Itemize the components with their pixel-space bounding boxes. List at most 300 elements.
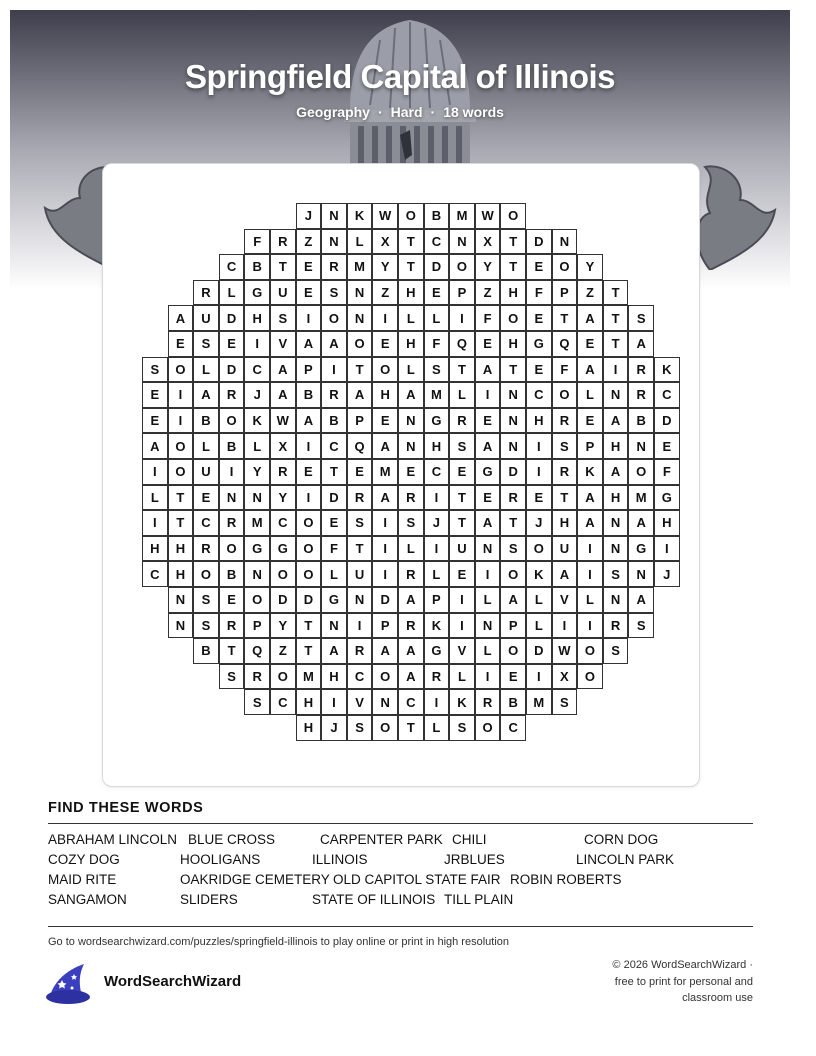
grid-cell[interactable]: B — [424, 203, 450, 229]
grid-cell[interactable]: O — [296, 536, 322, 562]
grid-cell[interactable]: E — [296, 459, 322, 485]
grid-cell[interactable]: Z — [296, 229, 322, 255]
grid-cell[interactable]: C — [193, 510, 219, 536]
grid-cell[interactable]: I — [321, 689, 347, 715]
grid-cell[interactable]: M — [424, 382, 450, 408]
grid-cell[interactable]: E — [398, 459, 424, 485]
grid-cell[interactable]: F — [424, 331, 450, 357]
grid-cell[interactable]: H — [296, 715, 322, 741]
grid-cell[interactable]: R — [424, 664, 450, 690]
grid-cell[interactable]: A — [628, 510, 654, 536]
grid-cell[interactable]: I — [449, 305, 475, 331]
grid-cell[interactable]: N — [475, 536, 501, 562]
grid-cell[interactable]: A — [475, 510, 501, 536]
grid-cell[interactable]: Z — [270, 638, 296, 664]
grid-cell[interactable]: A — [296, 331, 322, 357]
grid-cell[interactable]: A — [398, 638, 424, 664]
grid-cell[interactable]: C — [654, 382, 680, 408]
grid-cell[interactable]: T — [552, 485, 578, 511]
grid-cell[interactable]: A — [577, 305, 603, 331]
grid-cell[interactable]: V — [552, 587, 578, 613]
grid-cell[interactable]: B — [193, 408, 219, 434]
grid-cell[interactable]: N — [449, 229, 475, 255]
grid-cell[interactable]: S — [628, 613, 654, 639]
grid-cell[interactable]: R — [219, 613, 245, 639]
grid-cell[interactable]: E — [526, 305, 552, 331]
grid-cell[interactable]: L — [449, 664, 475, 690]
grid-cell[interactable]: S — [628, 305, 654, 331]
grid-cell[interactable]: L — [398, 536, 424, 562]
grid-cell[interactable]: G — [321, 587, 347, 613]
grid-cell[interactable]: R — [193, 280, 219, 306]
grid-cell[interactable]: F — [526, 280, 552, 306]
grid-cell[interactable]: D — [526, 638, 552, 664]
grid-cell[interactable]: A — [398, 664, 424, 690]
grid-cell[interactable]: X — [372, 229, 398, 255]
grid-cell[interactable]: A — [475, 357, 501, 383]
grid-cell[interactable]: W — [270, 408, 296, 434]
grid-cell[interactable]: L — [526, 587, 552, 613]
grid-cell[interactable]: R — [347, 638, 373, 664]
grid-cell[interactable]: L — [424, 305, 450, 331]
grid-cell[interactable]: O — [372, 715, 398, 741]
grid-cell[interactable]: S — [193, 331, 219, 357]
grid-cell[interactable]: K — [424, 613, 450, 639]
grid-cell[interactable]: K — [244, 408, 270, 434]
grid-cell[interactable]: N — [628, 433, 654, 459]
grid-cell[interactable]: I — [168, 382, 194, 408]
grid-cell[interactable]: X — [270, 433, 296, 459]
grid-cell[interactable]: R — [321, 254, 347, 280]
grid-cell[interactable]: L — [577, 587, 603, 613]
grid-cell[interactable]: O — [321, 305, 347, 331]
grid-cell[interactable]: T — [219, 638, 245, 664]
grid-cell[interactable]: O — [270, 561, 296, 587]
grid-cell[interactable]: O — [296, 561, 322, 587]
grid-cell[interactable]: S — [449, 433, 475, 459]
grid-cell[interactable]: H — [168, 561, 194, 587]
grid-cell[interactable]: R — [193, 536, 219, 562]
grid-cell[interactable]: N — [603, 382, 629, 408]
grid-cell[interactable]: L — [526, 613, 552, 639]
grid-cell[interactable]: T — [603, 331, 629, 357]
grid-cell[interactable]: F — [552, 357, 578, 383]
grid-cell[interactable]: A — [372, 485, 398, 511]
grid-cell[interactable]: F — [321, 536, 347, 562]
grid-cell[interactable]: U — [193, 459, 219, 485]
grid-cell[interactable]: O — [168, 459, 194, 485]
grid-cell[interactable]: D — [424, 254, 450, 280]
grid-cell[interactable]: R — [244, 664, 270, 690]
grid-cell[interactable]: E — [475, 408, 501, 434]
grid-cell[interactable]: S — [603, 561, 629, 587]
grid-cell[interactable]: O — [577, 638, 603, 664]
grid-cell[interactable]: E — [526, 485, 552, 511]
grid-cell[interactable]: F — [654, 459, 680, 485]
grid-cell[interactable]: O — [168, 433, 194, 459]
grid-cell[interactable]: R — [398, 561, 424, 587]
grid-cell[interactable]: I — [577, 536, 603, 562]
grid-cell[interactable]: O — [500, 561, 526, 587]
grid-cell[interactable]: X — [475, 229, 501, 255]
grid-cell[interactable]: Y — [475, 254, 501, 280]
grid-cell[interactable]: E — [219, 331, 245, 357]
grid-cell[interactable]: H — [142, 536, 168, 562]
grid-cell[interactable]: N — [168, 587, 194, 613]
grid-cell[interactable]: K — [449, 689, 475, 715]
grid-cell[interactable]: D — [500, 459, 526, 485]
grid-cell[interactable]: I — [475, 561, 501, 587]
grid-cell[interactable]: G — [628, 536, 654, 562]
grid-cell[interactable]: G — [475, 459, 501, 485]
grid-cell[interactable]: I — [142, 459, 168, 485]
grid-cell[interactable]: E — [424, 280, 450, 306]
grid-cell[interactable]: T — [347, 357, 373, 383]
grid-cell[interactable]: T — [296, 613, 322, 639]
grid-cell[interactable]: Y — [244, 459, 270, 485]
grid-cell[interactable]: S — [193, 587, 219, 613]
grid-cell[interactable]: C — [244, 357, 270, 383]
grid-cell[interactable]: D — [219, 305, 245, 331]
grid-cell[interactable]: C — [219, 254, 245, 280]
grid-cell[interactable]: L — [475, 638, 501, 664]
grid-cell[interactable]: N — [321, 613, 347, 639]
grid-cell[interactable]: G — [424, 408, 450, 434]
grid-cell[interactable]: Q — [552, 331, 578, 357]
grid-cell[interactable]: C — [398, 689, 424, 715]
grid-cell[interactable]: N — [244, 485, 270, 511]
grid-cell[interactable]: I — [424, 689, 450, 715]
grid-cell[interactable]: S — [552, 433, 578, 459]
grid-cell[interactable]: H — [603, 433, 629, 459]
grid-cell[interactable]: E — [526, 254, 552, 280]
grid-cell[interactable]: I — [219, 459, 245, 485]
grid-cell[interactable]: N — [628, 561, 654, 587]
grid-cell[interactable]: H — [603, 485, 629, 511]
grid-cell[interactable]: D — [654, 408, 680, 434]
grid-cell[interactable]: I — [577, 561, 603, 587]
grid-cell[interactable]: E — [372, 331, 398, 357]
grid-cell[interactable]: O — [526, 536, 552, 562]
grid-cell[interactable]: K — [526, 561, 552, 587]
grid-cell[interactable]: H — [398, 280, 424, 306]
grid-cell[interactable]: U — [347, 561, 373, 587]
grid-cell[interactable]: S — [449, 715, 475, 741]
grid-cell[interactable]: L — [347, 229, 373, 255]
grid-cell[interactable]: O — [552, 382, 578, 408]
grid-cell[interactable]: R — [347, 485, 373, 511]
grid-cell[interactable]: O — [168, 357, 194, 383]
grid-cell[interactable]: K — [654, 357, 680, 383]
grid-cell[interactable]: G — [244, 536, 270, 562]
grid-cell[interactable]: O — [449, 254, 475, 280]
grid-cell[interactable]: P — [296, 357, 322, 383]
grid-cell[interactable]: O — [552, 254, 578, 280]
grid-cell[interactable]: N — [500, 382, 526, 408]
grid-cell[interactable]: C — [142, 561, 168, 587]
grid-cell[interactable]: B — [193, 638, 219, 664]
grid-cell[interactable]: T — [449, 357, 475, 383]
grid-cell[interactable]: N — [603, 536, 629, 562]
grid-cell[interactable]: B — [628, 408, 654, 434]
grid-cell[interactable]: E — [654, 433, 680, 459]
grid-cell[interactable]: E — [577, 408, 603, 434]
grid-cell[interactable]: T — [398, 229, 424, 255]
grid-cell[interactable]: I — [526, 664, 552, 690]
grid-cell[interactable]: S — [219, 664, 245, 690]
grid-cell[interactable]: E — [321, 510, 347, 536]
grid-cell[interactable]: Y — [270, 613, 296, 639]
grid-cell[interactable]: Z — [577, 280, 603, 306]
grid-cell[interactable]: R — [321, 382, 347, 408]
grid-cell[interactable]: I — [577, 613, 603, 639]
grid-cell[interactable]: B — [321, 408, 347, 434]
grid-cell[interactable]: E — [296, 254, 322, 280]
grid-cell[interactable]: D — [296, 587, 322, 613]
grid-cell[interactable]: A — [398, 382, 424, 408]
grid-cell[interactable]: N — [475, 613, 501, 639]
grid-cell[interactable]: A — [603, 408, 629, 434]
grid-cell[interactable]: W — [372, 203, 398, 229]
grid-cell[interactable]: L — [219, 280, 245, 306]
grid-cell[interactable]: E — [347, 459, 373, 485]
grid-cell[interactable]: O — [219, 408, 245, 434]
grid-cell[interactable]: D — [526, 229, 552, 255]
grid-cell[interactable]: J — [654, 561, 680, 587]
grid-cell[interactable]: I — [372, 510, 398, 536]
grid-cell[interactable]: T — [270, 254, 296, 280]
grid-cell[interactable]: B — [244, 254, 270, 280]
grid-cell[interactable]: H — [500, 280, 526, 306]
grid-cell[interactable]: A — [142, 433, 168, 459]
grid-cell[interactable]: V — [347, 689, 373, 715]
grid-cell[interactable]: A — [372, 433, 398, 459]
grid-cell[interactable]: S — [347, 715, 373, 741]
grid-cell[interactable]: T — [552, 305, 578, 331]
grid-cell[interactable]: A — [321, 638, 347, 664]
grid-cell[interactable]: R — [552, 459, 578, 485]
grid-cell[interactable]: I — [449, 587, 475, 613]
grid-cell[interactable]: Z — [475, 280, 501, 306]
grid-cell[interactable]: I — [321, 357, 347, 383]
grid-cell[interactable]: I — [142, 510, 168, 536]
grid-cell[interactable]: A — [475, 433, 501, 459]
grid-cell[interactable]: N — [347, 305, 373, 331]
grid-cell[interactable]: L — [193, 357, 219, 383]
grid-cell[interactable]: I — [296, 433, 322, 459]
grid-cell[interactable]: G — [270, 536, 296, 562]
grid-cell[interactable]: E — [526, 357, 552, 383]
grid-cell[interactable]: I — [424, 536, 450, 562]
grid-cell[interactable]: B — [219, 433, 245, 459]
grid-cell[interactable]: A — [270, 357, 296, 383]
grid-cell[interactable]: T — [449, 485, 475, 511]
grid-cell[interactable]: I — [526, 459, 552, 485]
grid-cell[interactable]: H — [500, 331, 526, 357]
grid-cell[interactable]: L — [398, 357, 424, 383]
grid-cell[interactable]: L — [424, 561, 450, 587]
grid-cell[interactable]: N — [321, 203, 347, 229]
grid-cell[interactable]: I — [296, 485, 322, 511]
grid-cell[interactable]: B — [500, 689, 526, 715]
grid-cell[interactable]: C — [270, 689, 296, 715]
grid-cell[interactable]: E — [168, 331, 194, 357]
grid-cell[interactable]: P — [424, 587, 450, 613]
grid-cell[interactable]: O — [500, 305, 526, 331]
grid-cell[interactable]: B — [296, 382, 322, 408]
grid-cell[interactable]: N — [372, 689, 398, 715]
grid-cell[interactable]: G — [244, 280, 270, 306]
grid-cell[interactable]: J — [321, 715, 347, 741]
grid-cell[interactable]: F — [475, 305, 501, 331]
grid-cell[interactable]: N — [398, 433, 424, 459]
grid-cell[interactable]: H — [244, 305, 270, 331]
grid-cell[interactable]: A — [168, 305, 194, 331]
grid-cell[interactable]: A — [193, 382, 219, 408]
grid-cell[interactable]: T — [296, 638, 322, 664]
grid-cell[interactable]: N — [500, 433, 526, 459]
grid-cell[interactable]: S — [424, 357, 450, 383]
grid-cell[interactable]: M — [296, 664, 322, 690]
grid-cell[interactable]: E — [449, 561, 475, 587]
grid-cell[interactable]: R — [219, 382, 245, 408]
grid-cell[interactable]: M — [244, 510, 270, 536]
grid-cell[interactable]: K — [577, 459, 603, 485]
grid-cell[interactable]: Z — [372, 280, 398, 306]
grid-cell[interactable]: S — [398, 510, 424, 536]
grid-cell[interactable]: T — [168, 510, 194, 536]
grid-cell[interactable]: Q — [347, 433, 373, 459]
grid-cell[interactable]: T — [321, 459, 347, 485]
grid-cell[interactable]: Y — [270, 485, 296, 511]
grid-cell[interactable]: C — [347, 664, 373, 690]
grid-cell[interactable]: A — [347, 382, 373, 408]
grid-cell[interactable]: G — [526, 331, 552, 357]
grid-cell[interactable]: S — [142, 357, 168, 383]
grid-cell[interactable]: J — [296, 203, 322, 229]
grid-cell[interactable]: A — [321, 331, 347, 357]
grid-cell[interactable]: N — [244, 561, 270, 587]
grid-cell[interactable]: A — [628, 331, 654, 357]
grid-cell[interactable]: E — [475, 331, 501, 357]
grid-cell[interactable]: I — [475, 664, 501, 690]
grid-cell[interactable]: A — [270, 382, 296, 408]
grid-cell[interactable]: L — [142, 485, 168, 511]
grid-cell[interactable]: T — [603, 280, 629, 306]
grid-cell[interactable]: O — [347, 331, 373, 357]
grid-cell[interactable]: M — [628, 485, 654, 511]
grid-cell[interactable]: L — [193, 433, 219, 459]
grid-cell[interactable]: N — [168, 613, 194, 639]
grid-cell[interactable]: R — [500, 485, 526, 511]
grid-cell[interactable]: R — [219, 510, 245, 536]
grid-cell[interactable]: I — [372, 305, 398, 331]
grid-cell[interactable]: P — [552, 280, 578, 306]
footer-link-text[interactable]: Go to wordsearchwizard.com/puzzles/springfield-illinois to play online or print in high resolution — [48, 936, 510, 948]
grid-cell[interactable]: P — [347, 408, 373, 434]
grid-cell[interactable]: M — [347, 254, 373, 280]
grid-cell[interactable]: A — [577, 357, 603, 383]
grid-cell[interactable]: P — [500, 613, 526, 639]
grid-cell[interactable]: I — [424, 485, 450, 511]
grid-cell[interactable]: H — [372, 382, 398, 408]
grid-cell[interactable]: S — [347, 510, 373, 536]
grid-cell[interactable]: N — [321, 229, 347, 255]
grid-cell[interactable]: S — [500, 536, 526, 562]
grid-cell[interactable]: D — [270, 587, 296, 613]
grid-cell[interactable]: V — [270, 331, 296, 357]
grid-cell[interactable]: O — [372, 357, 398, 383]
grid-cell[interactable]: W — [475, 203, 501, 229]
grid-cell[interactable]: A — [500, 587, 526, 613]
grid-cell[interactable]: E — [142, 408, 168, 434]
grid-cell[interactable]: L — [449, 382, 475, 408]
grid-cell[interactable]: I — [449, 613, 475, 639]
grid-cell[interactable]: O — [398, 203, 424, 229]
grid-cell[interactable]: P — [449, 280, 475, 306]
grid-cell[interactable]: T — [449, 510, 475, 536]
grid-cell[interactable]: N — [603, 510, 629, 536]
grid-cell[interactable]: T — [500, 510, 526, 536]
grid-cell[interactable]: I — [603, 357, 629, 383]
grid-cell[interactable]: H — [424, 433, 450, 459]
grid-cell[interactable]: C — [270, 510, 296, 536]
grid-cell[interactable]: N — [603, 587, 629, 613]
grid-cell[interactable]: N — [219, 485, 245, 511]
grid-cell[interactable]: E — [500, 664, 526, 690]
grid-cell[interactable]: I — [552, 613, 578, 639]
grid-cell[interactable]: D — [219, 357, 245, 383]
grid-cell[interactable]: I — [168, 408, 194, 434]
grid-cell[interactable]: T — [500, 229, 526, 255]
grid-cell[interactable]: E — [219, 587, 245, 613]
grid-cell[interactable]: A — [552, 561, 578, 587]
grid-cell[interactable]: O — [244, 587, 270, 613]
grid-cell[interactable]: K — [347, 203, 373, 229]
grid-cell[interactable]: T — [500, 254, 526, 280]
grid-cell[interactable]: S — [193, 613, 219, 639]
grid-cell[interactable]: R — [449, 408, 475, 434]
grid-cell[interactable]: R — [628, 382, 654, 408]
grid-cell[interactable]: N — [347, 587, 373, 613]
grid-cell[interactable]: U — [449, 536, 475, 562]
grid-cell[interactable]: R — [398, 485, 424, 511]
grid-cell[interactable]: G — [654, 485, 680, 511]
grid-cell[interactable]: L — [244, 433, 270, 459]
grid-cell[interactable]: I — [296, 305, 322, 331]
grid-cell[interactable]: M — [526, 689, 552, 715]
grid-cell[interactable]: A — [398, 587, 424, 613]
grid-cell[interactable]: P — [244, 613, 270, 639]
grid-cell[interactable]: N — [552, 229, 578, 255]
letter-grid[interactable] — [142, 203, 686, 747]
grid-cell[interactable]: R — [270, 459, 296, 485]
grid-cell[interactable]: L — [577, 382, 603, 408]
grid-cell[interactable]: E — [193, 485, 219, 511]
grid-cell[interactable]: O — [193, 561, 219, 587]
grid-cell[interactable]: C — [500, 715, 526, 741]
grid-cell[interactable]: I — [654, 536, 680, 562]
grid-cell[interactable]: E — [142, 382, 168, 408]
grid-cell[interactable]: L — [475, 587, 501, 613]
grid-cell[interactable]: A — [628, 587, 654, 613]
grid-cell[interactable]: O — [296, 510, 322, 536]
grid-cell[interactable]: L — [398, 305, 424, 331]
grid-cell[interactable]: H — [168, 536, 194, 562]
grid-cell[interactable]: N — [398, 408, 424, 434]
grid-cell[interactable]: F — [244, 229, 270, 255]
grid-cell[interactable]: L — [321, 561, 347, 587]
